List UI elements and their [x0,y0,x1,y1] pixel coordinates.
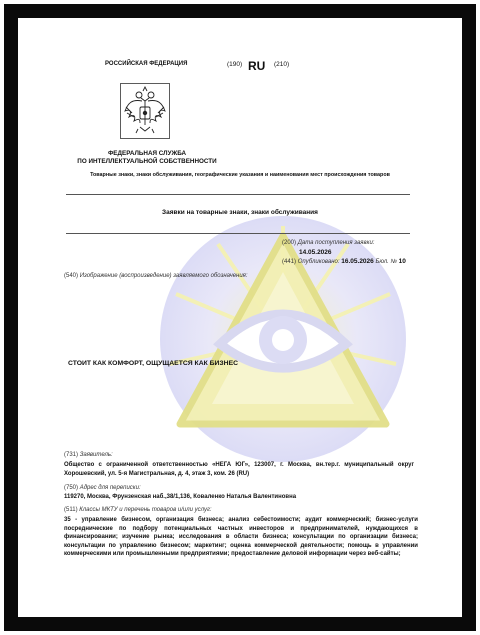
classes-label-text: Классы МКТУ и перечень товаров и/или услуг: [79,507,212,513]
eye-in-triangle-icon [158,214,408,464]
filing-code: (200) [282,240,297,246]
correspondence-text: 119270, Москва, Фрунзенская наб.,38/1,136, Коваленко Наталья Валентиновна [64,494,297,500]
filing-label: Дата поступления заявки: [297,240,375,246]
classes-text: 35 - управление бизнесом, организация бизнеса; анализ себестоимости; аудит коммерческий; бизнес-услуги посреднические по подбору потенциальных частных инвесторов и предпринимателей, нуждающихся в финансировании; изучение рынка; исследования в области бизнеса; консультации по организации бизнеса; консультации по управлению бизнесом; маркетинг; оценка коммерческой деятельности; помощь в управлении коммерческими или промышленными предприятиями; предоставление деловой информации через веб-сайты; [64,517,418,557]
divider [66,233,410,234]
russian-coat-of-arms-icon [120,83,170,139]
applications-title: Заявки на товарные знаки, знаки обслуживания [162,209,318,216]
filing-date: 14.05.2026 [299,249,332,256]
document-page [18,18,462,617]
filing-date-label [282,240,374,246]
document-subtitle: Товарные знаки, знаки обслуживания, географические указания и наименования мест происхождения товаров [90,172,390,178]
code-190: (190) [227,61,243,68]
published-label: Опубликовано: [297,259,340,265]
correspondence-code: (750) [64,485,79,491]
correspondence-label [64,485,141,491]
image-field-text: Изображение (воспроизведение) заявляемого обозначения: [79,273,248,279]
code-210: (210) [274,61,290,68]
divider [66,194,410,195]
classes-label [64,507,212,513]
federal-service-line1: ФЕДЕРАЛЬНАЯ СЛУЖБА [107,150,187,157]
trademark-text: СТОИТ КАК КОМФОРТ, ОЩУЩАЕТСЯ КАК БИЗНЕС [68,360,239,367]
published-row [282,258,406,265]
applicant-code: (731) [64,452,79,458]
federal-service-line2: ПО ИНТЕЛЛЕКТУАЛЬНОЙ СОБСТВЕННОСТИ [77,158,217,165]
classes-code: (511) [64,507,78,513]
applicant-text: Общество с ограниченной ответственностью «НЕГА ЮГ», 123007, г. Москва, вн.тер.г. муниципальный округ Хорошевский, ул. 5-я Магистральная, д. 4, этаж 3, ком. 26 (RU) [64,462,414,477]
image-field-code: (540) [64,273,79,279]
federal-service-title [72,150,222,166]
applicant-label-text: Заявитель: [79,452,113,458]
federation-label: РОССИЙСКАЯ ФЕДЕРАЦИЯ [105,61,188,67]
published-code: (441) [282,259,297,265]
correspondence-label-text: Адрес для переписки: [79,485,141,491]
bulletin-label: Бюл. № [375,259,397,265]
country-code: RU [248,59,266,73]
published-date: 16.05.2026 [341,258,374,265]
image-field-label [64,273,248,279]
applicant-label [64,452,113,458]
bulletin-number: 10 [398,258,406,265]
